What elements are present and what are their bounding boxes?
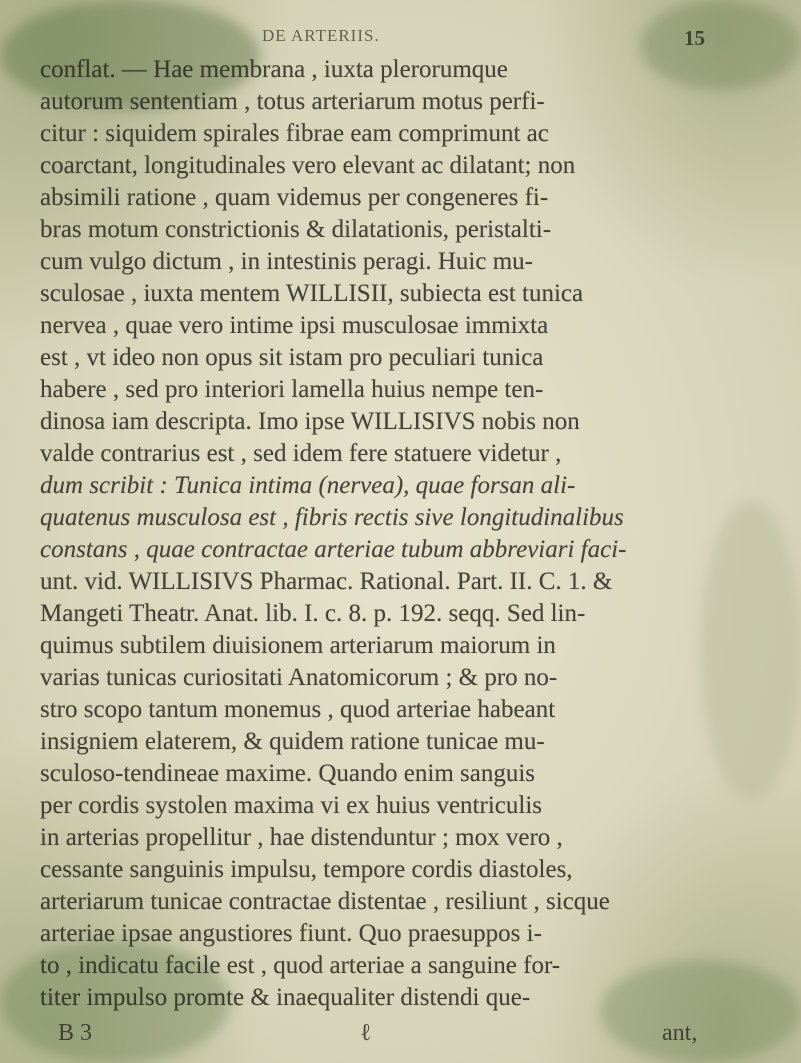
text-line: autorum sententiam , totus arteriarum motus perfi-	[40, 88, 545, 115]
text-line: valde contrarius est , sed idem fere statuere videtur ,	[40, 440, 562, 467]
text-line: unt. vid. WILLISIVS Pharmac. Rational. Part. II. C. 1. &	[40, 568, 613, 595]
text-line: to , indicatu facile est , quod arteriae a sanguine for-	[40, 952, 561, 979]
body-text	[40, 54, 680, 1014]
text-line: citur : siquidem spirales fibrae eam comprimunt ac	[40, 120, 549, 147]
text-line: cessante sanguinis impulsu, tempore cordis diastoles,	[40, 856, 573, 883]
text-line: nervea , quae vero intime ipsi musculosae immixta	[40, 312, 549, 339]
catchword: ant,	[662, 1020, 698, 1046]
page-number: 15	[684, 26, 705, 50]
text-line: arteriae ipsae angustiores fiunt. Quo praesuppos i-	[40, 920, 542, 947]
text-line: sculoso-tendineae maxime. Quando enim sanguis	[40, 760, 536, 787]
text-line: habere , sed pro interiori lamella huius nempe ten-	[40, 376, 544, 403]
text-line: constans , quae contractae arteriae tubum abbreviari faci-	[40, 536, 627, 563]
text-line: dinosa iam descripta. Imo ipse WILLISIVS nobis non	[40, 408, 580, 435]
footer-mark: ℓ	[360, 1020, 372, 1046]
text-line: stro scopo tantum monemus , quod arteriae habeant	[40, 696, 556, 723]
text-line: est , vt ideo non opus sit istam pro peculiari tunica	[40, 344, 544, 371]
text-line: per cordis systolen maxima vi ex huius ventriculis	[40, 792, 542, 819]
text-line: bras motum constrictionis & dilatationis, peristalti-	[40, 216, 552, 243]
text-line: varias tunicas curiositati Anatomicorum ; & pro no-	[40, 664, 558, 691]
text-line: sculosae , iuxta mentem WILLISII, subiecta est tunica	[40, 280, 584, 307]
text-line: arteriarum tunicae contractae distentae , resiliunt , sicque	[40, 888, 610, 915]
text-line: quimus subtilem diuisionem arteriarum maiorum in	[40, 632, 556, 659]
running-head	[0, 26, 801, 48]
text-line: titer impulso promte & inaequaliter distendi que-	[40, 984, 531, 1011]
text-line: absimili ratione , quam videmus per congeneres fi-	[40, 184, 549, 211]
text-line: coarctant, longitudinales vero elevant ac dilatant; non	[40, 152, 576, 179]
text-line: quatenus musculosa est , fibris rectis sive longitudinalibus	[40, 504, 624, 531]
text-line: cum vulgo dictum , in intestinis peragi. Huic mu-	[40, 248, 533, 275]
text-line: conflat. — Hae membrana , iuxta plerorumque	[40, 56, 508, 83]
signature-mark: B 3	[58, 1020, 93, 1046]
text-line: insigniem elaterem, & quidem ratione tunicae mu-	[40, 728, 545, 755]
text-line: Mangeti Theatr. Anat. lib. I. c. 8. p. 192. seqq. Sed lin-	[40, 600, 586, 627]
running-title: DE ARTERIIS.	[262, 26, 380, 45]
text-line: in arterias propellitur , hae distenduntur ; mox vero ,	[40, 824, 563, 851]
text-line: dum scribit : Tunica intima (nervea), quae forsan ali-	[40, 472, 576, 499]
paper-stain	[700, 500, 801, 800]
